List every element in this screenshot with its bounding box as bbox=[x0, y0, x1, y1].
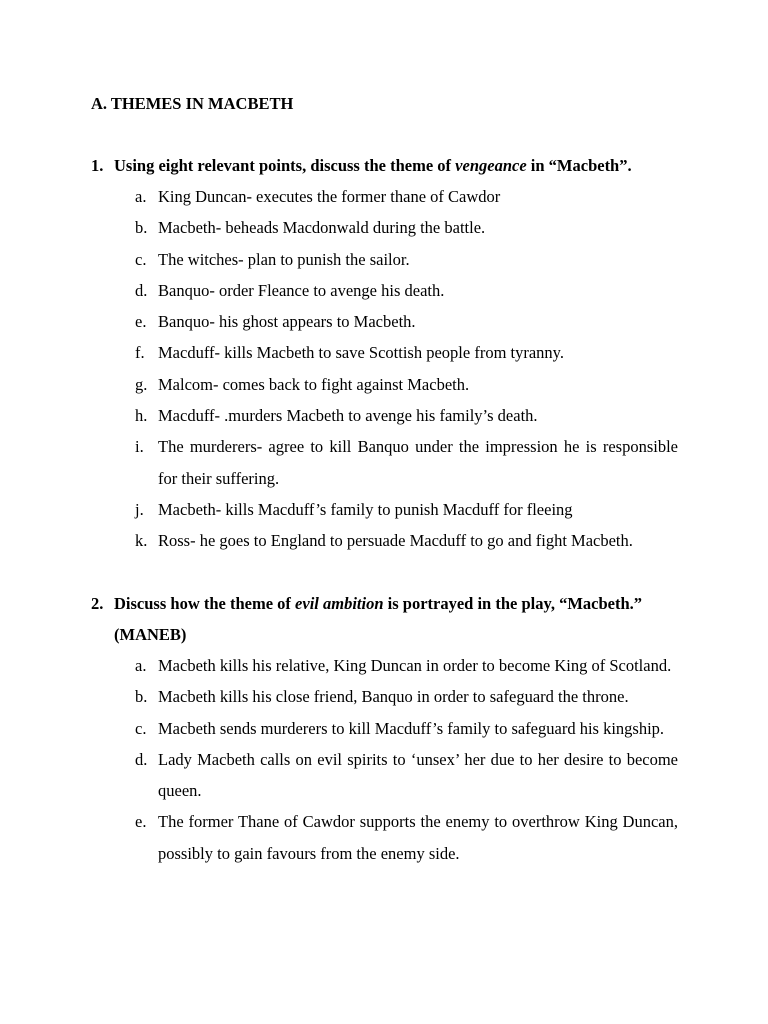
list-marker: b. bbox=[135, 687, 148, 707]
list-marker: f. bbox=[135, 343, 145, 363]
list-marker: e. bbox=[135, 312, 147, 332]
list-item-text: Macduff- kills Macbeth to save Scottish people from tyranny. bbox=[158, 343, 564, 363]
list-item-text: Macbeth kills his relative, King Duncan in order to become King of Scotland. bbox=[158, 656, 672, 675]
list-marker: g. bbox=[135, 374, 148, 394]
list-marker: e. bbox=[135, 812, 147, 832]
question-number: 1. bbox=[91, 156, 104, 175]
list-marker: d. bbox=[135, 280, 148, 300]
list-item bbox=[130, 212, 678, 243]
question-emphasis: vengeance bbox=[455, 156, 527, 175]
question-text: Using eight relevant points, discuss the theme of vengeance in “Macbeth”. bbox=[114, 156, 632, 175]
list-marker: a. bbox=[135, 656, 147, 675]
list-item bbox=[130, 369, 678, 400]
list-item bbox=[130, 181, 678, 212]
list-item-text: Banquo- order Fleance to avenge his death. bbox=[158, 280, 445, 300]
list-item-text: Macbeth- kills Macduff’s family to punish Macduff for fleeing bbox=[158, 499, 573, 519]
list-item bbox=[130, 525, 678, 556]
question-number: 2. bbox=[91, 594, 104, 613]
list-item-text: Ross- he goes to England to persuade Macduff to go and fight Macbeth. bbox=[158, 531, 633, 551]
list-item-text: The former Thane of Cawdor supports the enemy to overthrow King Duncan, possibly to gain favours from the enemy side. bbox=[158, 812, 678, 863]
section-heading: A. THEMES IN MACBETH bbox=[91, 94, 294, 113]
list-item bbox=[130, 431, 678, 494]
question-text: Discuss how the theme of evil ambition is portrayed in the play, “Macbeth.” (MANEB) bbox=[114, 594, 643, 644]
question-emphasis: evil ambition bbox=[295, 594, 384, 613]
question-1 bbox=[91, 150, 681, 181]
list-item bbox=[130, 744, 678, 807]
list-item bbox=[130, 337, 678, 368]
list-item-text: Macbeth- beheads Macdonwald during the battle. bbox=[158, 218, 486, 238]
list-item-text: King Duncan- executes the former thane of Cawdor bbox=[158, 187, 501, 206]
list-marker: c. bbox=[135, 718, 147, 738]
list-item-text: Malcom- comes back to fight against Macbeth. bbox=[158, 374, 470, 394]
list-item bbox=[130, 275, 678, 306]
list-marker: a. bbox=[135, 187, 147, 206]
list-item bbox=[130, 650, 678, 681]
list-item-text: Banquo- his ghost appears to Macbeth. bbox=[158, 312, 416, 332]
list-item-text: Macbeth kills his close friend, Banquo in order to safeguard the throne. bbox=[158, 687, 629, 707]
list-marker: d. bbox=[135, 749, 148, 769]
list-item bbox=[130, 244, 678, 275]
list-item bbox=[130, 494, 678, 525]
list-marker: j. bbox=[135, 499, 144, 519]
list-marker: b. bbox=[135, 218, 148, 238]
list-item-text: The witches- plan to punish the sailor. bbox=[158, 249, 410, 269]
list-marker: c. bbox=[135, 249, 147, 269]
list-item-text: Lady Macbeth calls on evil spirits to ‘unsex’ her due to her desire to become queen. bbox=[158, 749, 678, 801]
list-marker: k. bbox=[135, 531, 148, 551]
list-item-text: The murderers- agree to kill Banquo under the impression he is responsible for their suffering. bbox=[158, 437, 678, 488]
question-1-answer-list bbox=[130, 181, 678, 557]
list-marker: i. bbox=[135, 437, 144, 457]
question-2 bbox=[91, 588, 681, 650]
list-item bbox=[130, 306, 678, 337]
list-item bbox=[130, 806, 678, 869]
list-item-text: Macbeth sends murderers to kill Macduff’s family to safeguard his kingship. bbox=[158, 718, 665, 738]
list-item bbox=[130, 681, 678, 712]
list-marker: h. bbox=[135, 406, 148, 426]
list-item bbox=[130, 400, 678, 431]
list-item-text: Macduff- .murders Macbeth to avenge his family’s death. bbox=[158, 406, 538, 426]
list-item bbox=[130, 713, 678, 744]
question-2-answer-list bbox=[130, 650, 678, 869]
